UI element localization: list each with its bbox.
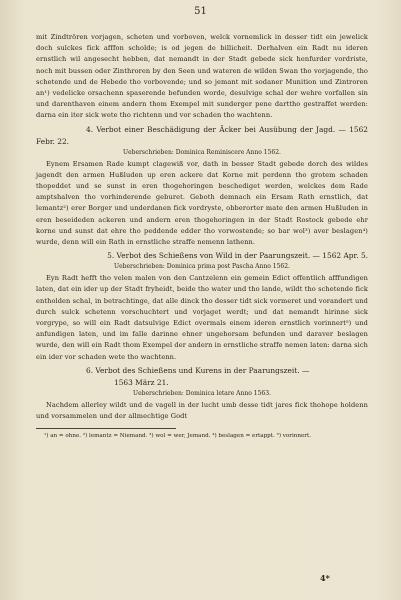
- footnotes: ¹) an = ohne. ²) lemantz = Niemand. ³) wol = wer, Jemand. ⁴) beslagen = ertappt. ⁵) vorinnert.: [44, 433, 311, 440]
- section-heading-6-date: 1563 März 21.: [114, 377, 169, 387]
- section-heading-6: 6. Verbot des Schießens und Kurens in der Paarungszeit. —: [86, 365, 310, 375]
- paragraph-4: Nachdem allerley wildt und de vagell in der lucht umb desse tidt jares fick thohope holdenn und vorsammelen und der allmechtige Godt: [36, 400, 368, 421]
- paragraph-2: Eynem Ersamen Rade kumpt clagewiß vor, dath in besser Stadt gebede dorch des wildes jagendt den armen Hußluden up eren ackere dat Korne mit perdenn tho grotem schaden thopeddet und se sunst in eren thogehoringen beschediget werden, welckes dem Rade amptshalven tho vorhinderende geburet. Geboth demnach ein Ersam Rath ernstlich, dat lemantz²) erer Borger und underdanen fick vordryste, obberorter mate den armen Hußluden in eren beseideden ackeren und andern eren thogehoringen in der Stadt Rostock gebede ehr korne und sunst dat ehre tho peddende edder tho vorwostende; so bar wol³) aver beslagen⁴) wurde, denn will ein Rath in ernstliche straffe nemenn lathenn.: [36, 159, 368, 247]
- paragraph-3: Eyn Radt hefft tho velen malen von den Cantzelenn ein gemein Edict offentlich afffundigen laten, dat ein ider up der Stadt fryheidt, beide tho water und tho lande, wildt tho schetende fick entholden schal, in betrachtinge, dat alle dinck tho desser tidt sick vormeret und vorandert und durch sulck schetenn vorschuchtert und vorjaget werdt; und dat nemandt hirinne sick vorgrype, so will ein Radt datsulvige Edict overmals einem ideren ernstlich vorinnert⁵) und anfundigen laten, und im falle darinne ehner ungehorsam befunden und daraver beslagen wurde, den will ein Radt thom Exempel der andern in ernstliche straffe nemen laten: darna sich ein ider vor schaden wete tho wachtenn.: [36, 274, 368, 361]
- section-heading-4: [36, 124, 368, 148]
- signature-mark: 4*: [320, 573, 330, 583]
- section-subheading-6: Ueberschrieben: Dominica letare Anno 1563.: [133, 389, 271, 397]
- page-body: [36, 32, 368, 441]
- footnote-divider: [36, 428, 176, 429]
- section-subheading-5: Ueberschrieben: Dominica prima post Pascha Anno 1562.: [114, 263, 290, 271]
- page-number: 51: [194, 6, 207, 17]
- section-subheading-4: Ueberschrieben: Dominica Reminiscere Anno 1562.: [123, 148, 281, 156]
- section-heading-4-text: 4. Verbot einer Beschädigung der Äcker bei Ausübung der Jagd. — 1562 Febr. 22.: [36, 124, 368, 146]
- section-heading-5: 5. Verbot des Schießens von Wild in der Paarungszeit. — 1562 Apr. 5.: [107, 251, 368, 261]
- paragraph-1: mit Zindtrören vorjagen, scheten und vorboven, welck vornemlick in desser tidt ein jewelick doch sulckes fick afffon scholde; is od jegen de billicheit. Derhalven ein Radt nu ideren ernstlich wil angesecht hebben, dat nemandt in der Stadt gebede sick henfurder vordriste, noch mit bussen oder Zinthroren by den Seen und wateren de wilden Swan tho vorjagende, tho schetende und de Hebede tho vorbovende; und so jemant mit sodaner Munition und Zintroren an¹) vedelicke orsachenn spaserende befunden worde, desulvige schal der wehre vorfallen sin und darenthaven einem andern thom Exempel mit sunderger pene darttho gestraffet werden: darna ein iter sick wete tho richtenn und vor schaden tho wachtenn.: [36, 33, 368, 120]
